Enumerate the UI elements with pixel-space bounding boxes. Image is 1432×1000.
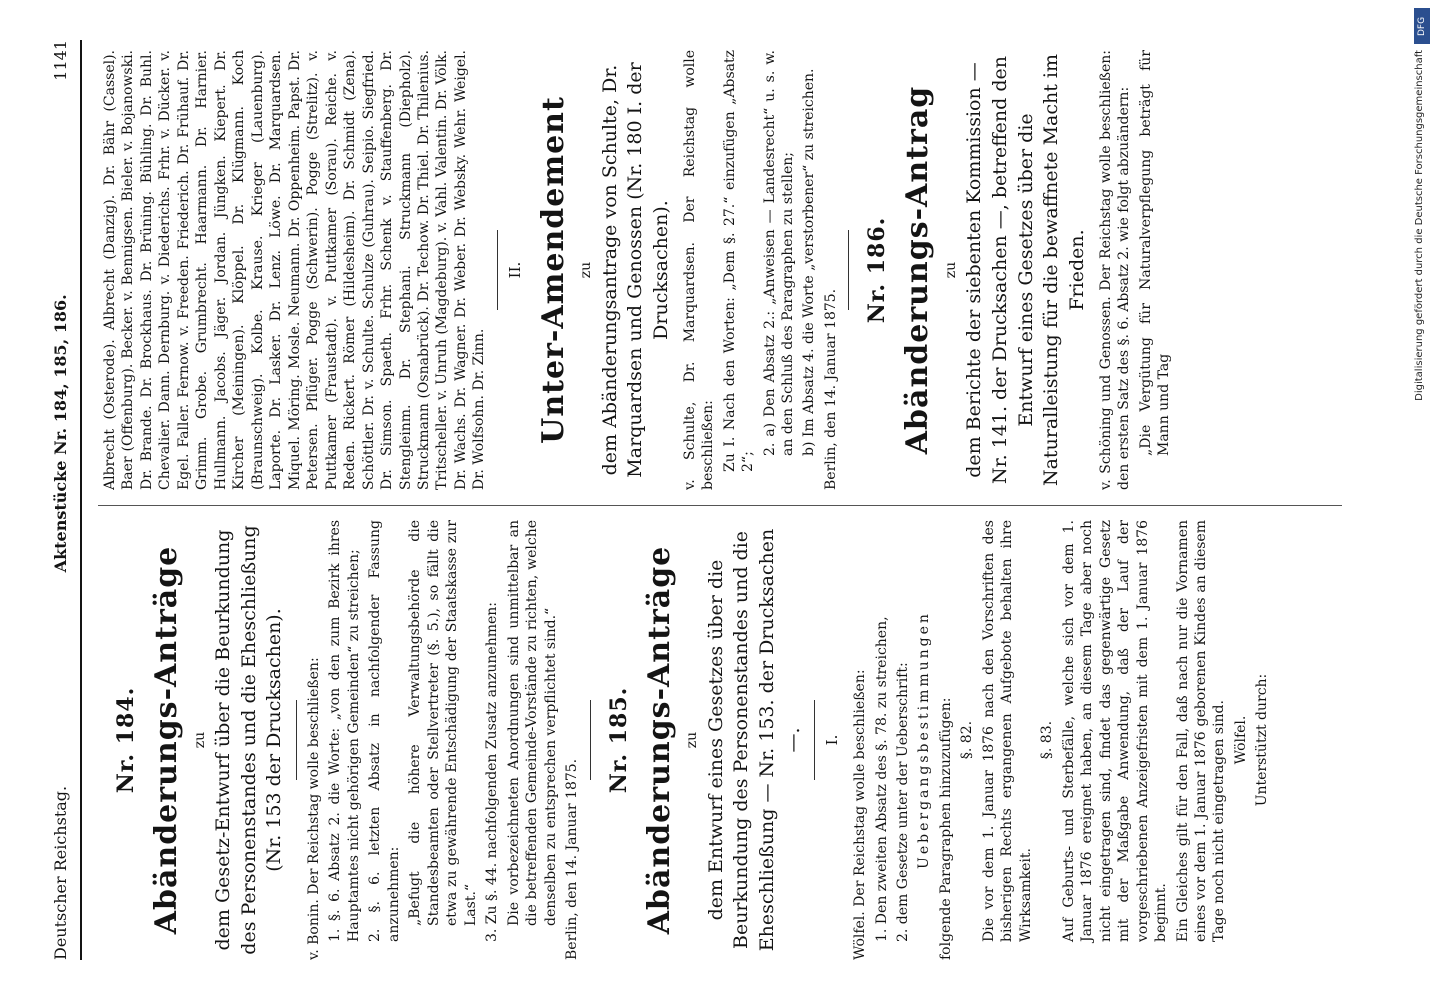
document-186 — [863, 50, 1173, 490]
header-publication: Deutscher Reichstag. — [50, 785, 70, 960]
divider — [814, 700, 815, 780]
right-column — [98, 50, 1342, 490]
quote-3: Die vorbezeichneten Anordnungen sind unmittelbar an die betreffenden Gemeinde-Vorstände zu richten, welche denselben zu entsprechen verpflichtet sind.“ — [505, 520, 559, 926]
divider — [590, 700, 591, 780]
divider — [296, 700, 297, 780]
supported-by-label: Unterstützt durch: — [1254, 673, 1271, 807]
digitization-credit — [1412, 0, 1432, 1000]
item-2: 2. dem Gesetze unter der Ueberschrift: — [894, 662, 911, 942]
paragraph-82-text: Die vor dem 1. Januar 1876 nach den Vorschriften des bisherigen Rechts ergangenen Aufgebote behalten ihre Wirksamkeit. — [980, 520, 1034, 942]
left-column — [98, 520, 1342, 960]
folgende-line: folgende Paragraphen hinzuzufügen: — [937, 697, 954, 960]
digitization-text: Digitalisierung gefördert durch die Deutsche Forschungsgemeinschaft — [1414, 50, 1425, 401]
paragraph-83-text-2: Ein Gleiches gilt für den Fall, daß nach nur die Vornamen eines vor dem 1. Januar 1876 geborenen Kindes an diesem Tage noch nicht eingetragen sind. — [1174, 520, 1228, 942]
zu-label: zu — [943, 261, 959, 279]
divider — [848, 230, 849, 310]
mover: Wölfel. Der Reichstag wolle beschließen: — [852, 669, 869, 960]
mover: v. Bonin. Der Reichstag wolle beschließen: — [306, 657, 323, 960]
doc-heading: Abänderungs-Antrag — [900, 85, 936, 455]
doc-subject: dem Berichte der siebenten Kommission — Nr. 141. der Drucksachen —, betreffend den Entwurf eines Gesetzes über die Naturalleistung für die bewaffnete Macht im Frieden. — [963, 54, 1089, 487]
item-2: 2. §. 6. letzten Absatz in nachfolgender Fassung anzunehmen: — [367, 520, 402, 942]
item-3: 3. Zu §. 44. nachfolgenden Zusatz anzunehmen: — [484, 602, 501, 942]
divider — [497, 230, 498, 310]
doc-number: Nr. 184. — [113, 686, 139, 794]
item-1: 1. §. 6. Absatz 2. die Worte: „von den zum Bezirk ihres Hauptamtes nicht gehörigen Gemeinden“ zu streichen; — [327, 520, 362, 942]
item-1: Zu I. Nach den Worten: „Dem §. 27.“ einzufügen „Absatz 2“; — [721, 50, 757, 472]
doc-heading: Abänderungs-Anträge — [149, 545, 185, 935]
document-185 — [605, 520, 1272, 960]
page-header — [40, 40, 82, 960]
doc-number: Nr. 186. — [864, 216, 891, 324]
doc-number: Nr. 185. — [605, 686, 632, 794]
quote: „Die Vergütung für Naturalverpflegung beträgt für Mann und Tag — [1137, 50, 1173, 456]
paragraph-82: §. 82. — [959, 720, 976, 760]
date-line: Berlin, den 14. Januar 1875. — [822, 288, 839, 490]
signature: Wölfel. — [1232, 715, 1249, 765]
doc-subject: dem Abänderungsantrage von Schulte, Dr. Marquardsen und Genossen (Nr. 180 I. der Drucksachen). — [598, 62, 672, 478]
zu-label: zu — [684, 731, 701, 749]
item-1: 1. Den zweiten Absatz des §. 78. zu streichen, — [873, 616, 890, 942]
supporter-names: Albrecht (Osterode). Albrecht (Danzig). Dr. Bähr (Cassel). Baer (Offenburg). Becker. v. Bennigsen. Bieler. v. Bojanowski. Dr. Brande. Dr. Brockhaus. Dr. Brüning. Bühling. Dr. Buhl. Chevalier. Dann. Dernburg. v. Diederichs. Frhr. v. Dücker. v. Egel. Faller. Fernow. v. Freeden. Friederich. Dr. Frühauf. Dr. Grimm. Grobe. Grumbrecht. Haarmann. Dr. Harnier. Hullmann. Jacobs. Jäger. Jordan. Jüngken. Kiepert. Dr. Kircher (Meiningen). Klöppel. Dr. Klügmann. Koch (Braunschweig). Kolbe. Krause. Krieger (Lauenburg). Laporte. Dr. Lasker. Dr. Lenz. Löwe. Dr. Marquardsen. Miquel. Möring. Mosle. Neumann. Dr. Oppenheim. Papst. Dr. Petersen. Pflüger. Pogge (Schwerin). Pogge (Strelitz). v. Puttkamer (Fraustadt). v. Puttkamer (Sorau). Reiche. v. Reden. Rickert. Römer (Hildesheim). Dr. Schmidt (Zena). Schöttler. Dr. v. Schulte. Schulze (Guhrau). Seipio. Siegfried. Dr. Simson. Spaeth. Frhr. Schenk v. Stauffenberg. Dr. Stengleinm. Dr. Stephani. Struckmann (Diepholz). Struckmann (Osnabrück). Dr. Techow. Dr. Thiel. Dr. Thilenius. Tritscheller. v. Unruh (Magdeburg). v. Vahl. Valentin. Dr. Völk. Dr. Wachs. Dr. Wagner. Dr. Weber. Dr. Websky. Wehr. Weigel. Dr. Wolfsohn. Dr. Zinn. — [102, 50, 488, 490]
date-line: Berlin, den 14. Januar 1875. — [564, 758, 581, 960]
dfg-logo: DFG — [1414, 8, 1430, 44]
unter-amendement — [506, 50, 841, 490]
mover: v. Schulte, Dr. Marquardsen. Der Reichstag wolle beschließen: — [681, 50, 717, 490]
paragraph-83-text: Auf Geburts- und Sterbefälle, welche sich vor dem 1. Januar 1876 ereignet haben, an diesem Tage aber noch nicht eingetragen sind, findet das gegenwärtige Gesetz mit der Maßgabe Anwendung, daß der Lauf der vorgeschriebenen Anzeigefristen mit dem 1. Januar 1876 beginnt. — [1060, 520, 1170, 942]
item-2a: 2. a) Den Absatz 2.: „Anweisen — Landesrecht“ u. s. w. an den Schluß des Paragraphen zu stellen; — [761, 50, 796, 456]
doc-subject: dem Entwurf eines Gesetzes über die Beurkundung des Personenstandes und die Eheschließung — Nr. 153. der Drucksachen —. — [704, 528, 804, 952]
column-divider — [98, 505, 1342, 506]
zu-label: zu — [578, 261, 595, 279]
zu-label: zu — [191, 731, 208, 749]
doc-heading: Abänderungs-Anträge — [641, 545, 677, 935]
doc-subject: dem Gesetz-Entwurf über die Beurkundung des Personenstandes und die Eheschließung (Nr. 153 der Drucksachen). — [212, 525, 286, 955]
mover: v. Schöning und Genossen. Der Reichstag wolle beschließen: den ersten Satz des §. 6. Absatz 2. wie folgt abzuändern: — [1097, 50, 1133, 490]
paragraph-83: §. 83. — [1039, 720, 1056, 760]
doc-heading: Unter-Amendement — [535, 96, 571, 444]
uebergang-heading: Uebergangsbestimmungen — [916, 611, 933, 869]
header-document-numbers: Aktenstücke Nr. 184, 185, 186. — [50, 294, 70, 573]
quote-2: „Befugt die höhere Verwaltungsbehörde die Standesbeamten oder Stellvertreter (§. 5.), so fällt die etwa zu gewährende Entschädigung der Staatskasse zur Last.“ — [407, 520, 479, 926]
document-184 — [112, 520, 582, 960]
item-2b: b) Im Absatz 4. die Worte „verstorbener“ zu streichen. — [801, 68, 818, 456]
section-numeral: II. — [505, 261, 524, 279]
section-numeral: I. — [823, 734, 842, 746]
page-number: 1141 — [50, 40, 70, 81]
